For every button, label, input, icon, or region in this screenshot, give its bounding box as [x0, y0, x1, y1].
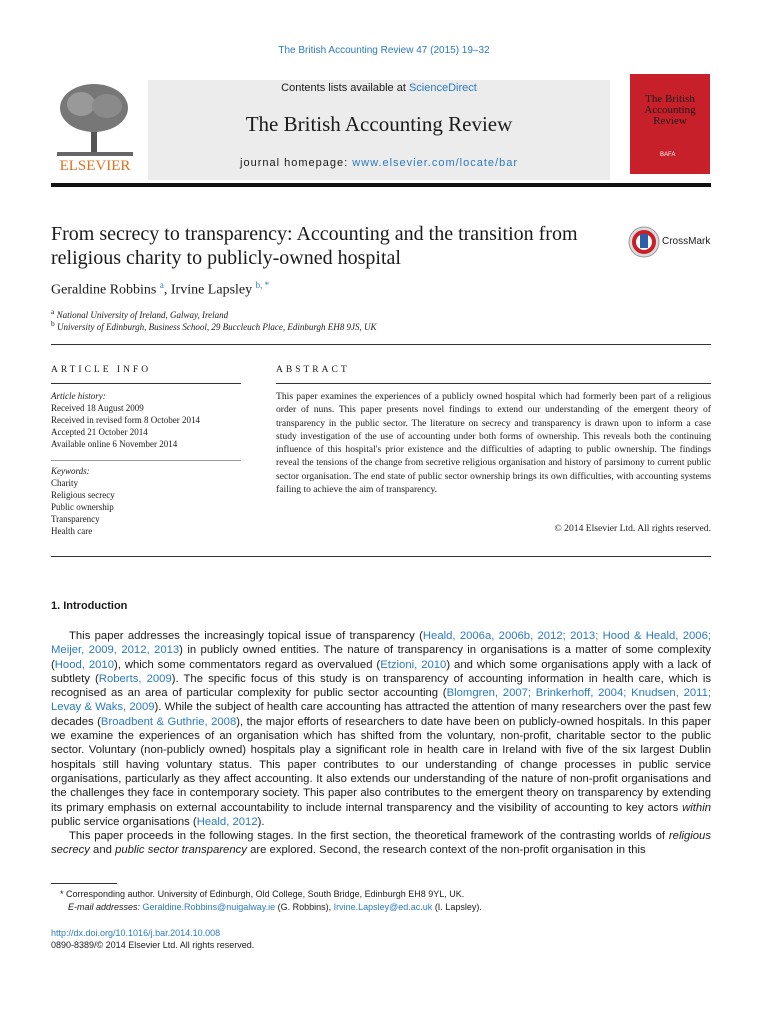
author-2: Irvine Lapsley: [170, 282, 253, 298]
cover-badge: BAFA: [660, 152, 676, 158]
homepage-link[interactable]: www.elsevier.com/locate/bar: [352, 157, 518, 169]
paragraph: [51, 829, 711, 858]
publisher-name: ELSEVIER: [59, 158, 131, 174]
corresponding-author: * Corresponding author. University of Edinburgh, Old College, South Bridge, Edinburgh EH8 9YL, UK.: [60, 889, 465, 899]
crossmark-badge[interactable]: [628, 226, 712, 258]
history-item: Accepted 21 October 2014: [51, 427, 148, 437]
emphasis: within: [682, 801, 711, 814]
article-title: From secrecy to transparency: Accounting and the transition from religious charity to publicly-owned hospital: [51, 223, 578, 269]
divider: [51, 383, 241, 384]
text: and: [89, 844, 116, 857]
keywords: [51, 465, 241, 537]
footnote-rule: [51, 883, 117, 884]
section-heading: 1. Introduction: [51, 600, 128, 612]
affiliation-a-text: National University of Ireland, Galway, Ireland: [56, 310, 229, 320]
paragraph: [51, 629, 711, 829]
cover-title: The British Accounting Review: [644, 93, 696, 127]
citation-link[interactable]: Etzioni, 2010: [380, 658, 447, 671]
author-1: Geraldine Robbins: [51, 282, 157, 298]
affiliation-a: $^a$ National University of Ireland, Galway, Ireland: [51, 307, 229, 320]
issn-line: 0890-8389/© 2014 Elsevier Ltd. All rights reserved.: [51, 940, 255, 950]
keyword: Religious secrecy: [51, 490, 115, 500]
sciencedirect-link[interactable]: ScienceDirect: [408, 82, 477, 94]
text: This paper proceeds in the following stages. In the first section, the theoretical framework of the contrasting worlds of: [69, 830, 669, 843]
body-text: [51, 629, 711, 858]
email-line: [68, 902, 482, 912]
authors: Geraldine Robbins $^a$, Irvine Lapsley $^{b, *}$: [51, 280, 270, 298]
copyright: © 2014 Elsevier Ltd. All rights reserved.: [554, 523, 711, 534]
citation-link[interactable]: Broadbent & Guthrie, 2008: [100, 715, 237, 728]
text: ).: [257, 815, 265, 828]
citation-link[interactable]: Heald, 2006a, 2006b, 2012; 2013; Hood & Heald, 2006; Meijer, 2009, 2012, 2013: [51, 630, 711, 657]
text: public service organisations (: [51, 815, 197, 828]
contents-prefix: Contents lists available at: [281, 82, 409, 94]
homepage-prefix: journal homepage:: [240, 157, 353, 169]
citation-link[interactable]: Roberts, 2009: [98, 672, 172, 685]
text: are explored. Second, the research context of the non-profit organisation in this: [246, 844, 646, 857]
text: ) and which some organisations apply with a lack of subtlety (: [51, 658, 712, 685]
abstract-text: This paper examines the experiences of a publicly owned hospital which had formerly been part of a religious order of nuns. This paper presents novel findings to extend our understanding of the emergent theory of transparency in the public sector. The literature on secrecy and transparency is drawn upon to inform a case study investigation of the use of accounting under both forms of ownership. This reveals both the continuing influence of this hospital's prior existence and the difficulties of adapting to public ownership. The findings reveal the tensions of the change from secretive religious organisation and history of parsimony to current public sector organisation. The end state of public sector ownership brings its own difficulties, with accounting systems failing to achieve the aim of transparency.: [276, 391, 711, 496]
divider: [51, 556, 711, 557]
citation-link[interactable]: Blomgren, 2007; Brinkerhoff, 2004; Knudsen, 2011; Levay & Waks, 2009: [51, 687, 712, 714]
crossmark-icon: [628, 226, 660, 258]
history-item: Received in revised form 8 October 2014: [51, 415, 200, 425]
keyword: Transparency: [51, 514, 100, 524]
citation-link[interactable]: Hood, 2010: [54, 658, 114, 671]
affiliation-b: $^b$ University of Edinburgh, Business School, 29 Buccleuch Place, Edinburgh EH8 9JS, UK: [51, 319, 377, 332]
article-history: [51, 390, 241, 450]
emphasis: public sector transparency: [115, 844, 247, 857]
keyword: Public ownership: [51, 502, 114, 512]
contents-line: [148, 82, 610, 94]
email-link[interactable]: Irvine.Lapsley@ed.ac.uk: [333, 902, 433, 912]
keyword: Health care: [51, 526, 93, 536]
text: ), the major efforts of researchers to date have been on publicly-owned hospitals. In this paper we examine the experiences of an organisation which has shifted from the voluntary, non-profit, charitable sector to the public sector. Voluntary (non-publicly owned) hospitals play a significant role in health care in Ireland with five of the six largest Dublin hospitals still having voluntary status. This paper contributes to our understanding of change processes in public service organisations, particularly as they affect accounting. It also extends our understanding of the nature of non-profit organisations and the challenges they face in contemporary society. This paper also contributes to the emergent theory on transparency by extending its primary emphasis on external accountability to include internal transparency and the visibility of accounting to key actors: [51, 715, 711, 814]
text: ). The specific focus of this study is on transparency of accounting information in health care, which is recognised as an area of particular complexity for public sector accounting (: [51, 672, 711, 700]
emphasis: religious secrecy: [51, 830, 711, 857]
text: (G. Robbins),: [275, 902, 334, 912]
history-label: Article history:: [51, 391, 106, 401]
keywords-label: Keywords:: [51, 466, 90, 476]
header-rule: [51, 183, 711, 187]
journal-homepage: [148, 157, 610, 169]
text: ). While the subject of health care accounting has attracted the attention of many researchers over the past few decades (: [51, 701, 711, 728]
divider: [51, 344, 711, 345]
author-2-affil-mark[interactable]: b, *: [255, 280, 270, 290]
citation-link[interactable]: Heald, 2012: [196, 815, 258, 828]
elsevier-logo: [51, 78, 139, 178]
abstract-heading: ABSTRACT: [276, 365, 350, 375]
journal-citation[interactable]: The British Accounting Review 47 (2015) 19–32: [278, 45, 490, 56]
divider: [276, 383, 711, 384]
doi-link[interactable]: http://dx.doi.org/10.1016/j.bar.2014.10.008: [51, 928, 221, 938]
divider: [51, 460, 241, 461]
article-info-heading: ARTICLE INFO: [51, 365, 152, 375]
email-label: E-mail addresses:: [68, 902, 143, 912]
author-1-affil-mark[interactable]: a: [159, 280, 164, 290]
text: ) in publicly owned entities. The nature of transparency in organisations is a matter of some complexity (: [51, 644, 711, 671]
text: (I. Lapsley).: [432, 902, 482, 912]
text: This paper addresses the increasingly topical issue of transparency (: [69, 630, 423, 642]
journal-title: The British Accounting Review: [245, 112, 513, 136]
crossmark-label: CrossMark: [662, 236, 711, 247]
affiliation-b-text: University of Edinburgh, Business School, 29 Buccleuch Place, Edinburgh EH8 9JS, UK: [57, 322, 377, 332]
history-item: Available online 6 November 2014: [51, 439, 178, 449]
email-link[interactable]: Geraldine.Robbins@nuigalway.ie: [142, 902, 276, 912]
journal-cover: [630, 74, 710, 174]
text: ), which some commentators regard as overvalued (: [114, 658, 381, 671]
keyword: Charity: [51, 478, 78, 488]
history-item: Received 18 August 2009: [51, 403, 144, 413]
